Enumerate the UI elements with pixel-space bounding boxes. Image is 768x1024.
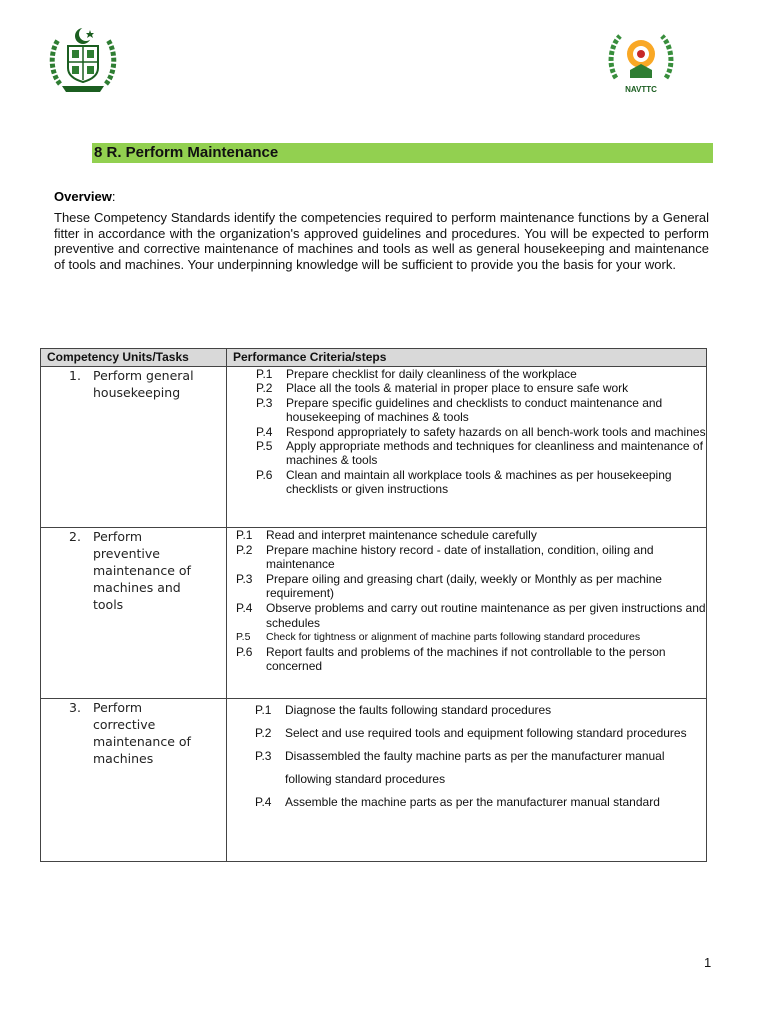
criteria-item [227, 601, 706, 630]
criteria-item [227, 791, 706, 814]
criteria-item [227, 699, 706, 722]
overview-heading-label: Overview [54, 189, 112, 204]
criteria-label: P.1 [256, 367, 273, 381]
table-row [41, 367, 707, 528]
criteria-item [227, 381, 706, 395]
navttc-logo [606, 26, 676, 98]
criteria-label: P.4 [236, 600, 253, 615]
criteria-item [227, 745, 706, 791]
unit-label: Perform preventive maintenance of machines and tools [93, 529, 191, 612]
criteria-label: P.3 [256, 395, 273, 410]
unit-label: Perform corrective maintenance of machines [93, 700, 191, 766]
criteria-item [227, 439, 706, 468]
criteria-text: Apply appropriate methods and techniques for cleanliness and maintenance of machines & tools [286, 439, 703, 468]
criteria-label: P.6 [236, 644, 253, 659]
criteria-cell [227, 528, 707, 699]
criteria-label: P.2 [256, 381, 273, 396]
criteria-label: P.3 [236, 571, 253, 586]
competency-unit-cell [41, 367, 227, 528]
criteria-text: Prepare checklist for daily cleanliness of the workplace [286, 367, 577, 381]
criteria-text: Check for tightness or alignment of machine parts following standard procedures [266, 631, 641, 644]
criteria-text: Clean and maintain all workplace tools & machines as per housekeeping checklists or given instructions [286, 467, 672, 497]
criteria-label: P.5 [236, 631, 251, 644]
criteria-text: Place all the tools & material in proper place to ensure safe work [286, 381, 629, 396]
competency-unit-cell [41, 699, 227, 862]
government-emblem [48, 24, 118, 96]
criteria-label: P.1 [255, 703, 272, 717]
criteria-text: Prepare specific guidelines and checklists to conduct maintenance and housekeeping of machines & tools [286, 395, 663, 425]
criteria-label: P.4 [255, 795, 272, 809]
criteria-label: P.5 [256, 439, 273, 454]
criteria-text: Assemble the machine parts as per the manufacturer manual standard [285, 795, 660, 809]
table-row [41, 699, 707, 862]
criteria-text: Read and interpret maintenance schedule carefully [266, 528, 537, 542]
criteria-text: Respond appropriately to safety hazards on all bench-work tools and machines [286, 424, 706, 439]
unit-number: 1. [69, 368, 81, 383]
unit-label: Perform general housekeeping [93, 368, 194, 400]
criteria-item [227, 396, 706, 425]
criteria-item [227, 468, 706, 497]
criteria-item [227, 645, 706, 674]
criteria-text: Diagnose the faults following standard procedures [285, 703, 552, 717]
competency-table [40, 348, 707, 862]
criteria-item [227, 722, 706, 745]
criteria-item [227, 630, 706, 645]
table-row [41, 528, 707, 699]
criteria-label: P.6 [256, 467, 273, 482]
criteria-item [227, 367, 706, 381]
criteria-cell [227, 367, 707, 528]
section-title: 8 R. Perform Maintenance [92, 143, 713, 163]
overview-body: These Competency Standards identify the competencies required to perform maintenance functions by a General fitter in accordance with the organization's approved guidelines and procedures. You will be expected to perform preventive and corrective maintenance of machines and tools as well as general housekeeping and maintenance of tools and machines. Your underpinning knowledge will be sufficient to provide you the basis for your work. [54, 210, 709, 272]
overview-heading [54, 189, 115, 204]
criteria-label: P.1 [236, 528, 253, 542]
criteria-label: P.3 [255, 749, 272, 763]
criteria-item [227, 528, 706, 543]
criteria-item [227, 572, 706, 601]
unit-number: 3. [69, 700, 81, 715]
competency-unit-cell [41, 528, 227, 699]
table-header-units: Competency Units/Tasks [41, 349, 227, 367]
criteria-text: Report faults and problems of the machines if not controllable to the person concerned [266, 644, 666, 674]
criteria-item [227, 543, 706, 572]
table-header-criteria: Performance Criteria/steps [227, 349, 707, 367]
criteria-text: Observe problems and carry out routine maintenance as per given instructions and schedules [266, 600, 706, 630]
criteria-cell [227, 699, 707, 862]
criteria-text: Disassembled the faulty machine parts as per the manufacturer manual following standard procedures [285, 749, 665, 786]
criteria-text: Select and use required tools and equipment following standard procedures [285, 726, 687, 740]
overview-heading-suffix: : [111, 189, 116, 204]
criteria-text: Prepare machine history record - date of installation, condition, oiling and maintenance [266, 542, 654, 572]
criteria-item [227, 425, 706, 439]
page-number: 1 [704, 955, 712, 970]
criteria-text: Prepare oiling and greasing chart (daily, weekly or Monthly as per machine requirement) [266, 571, 662, 601]
criteria-label: P.2 [236, 542, 253, 557]
unit-number: 2. [69, 529, 81, 544]
criteria-label: P.4 [256, 424, 273, 439]
navttc-text: NAVTTC [625, 85, 657, 94]
criteria-label: P.2 [255, 726, 272, 740]
